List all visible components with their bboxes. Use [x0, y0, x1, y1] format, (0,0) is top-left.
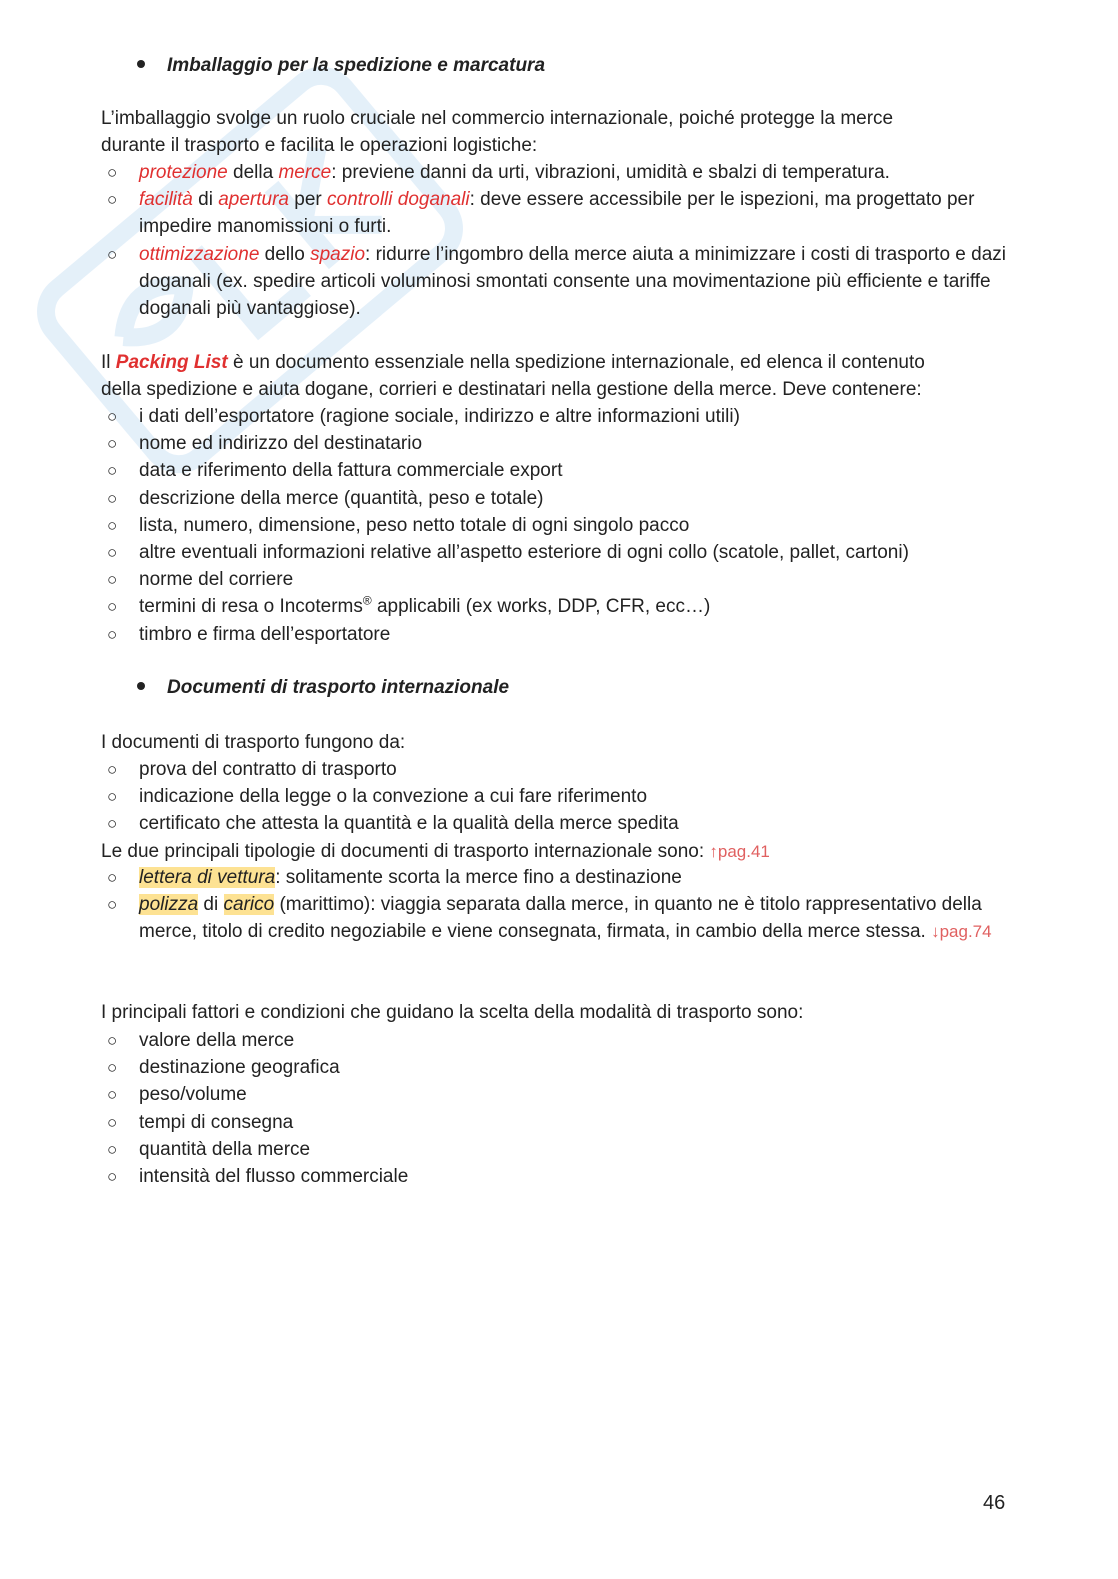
list-item: ○ descrizione della merce (quantità, peso e totale): [101, 485, 1021, 512]
list-item: ○ destinazione geografica: [101, 1054, 1021, 1081]
list-item: ○ lettera di vettura: solitamente scorta la merce fino a destinazione: [101, 864, 1021, 891]
imballaggio-intro: L’imballaggio svolge un ruolo cruciale nel commercio internazionale, poiché protegge la merce durante il trasporto e facilita le operazioni logistiche:: [101, 108, 894, 157]
list-item: ○ peso/volume: [101, 1081, 1021, 1108]
fattori-intro: I principali fattori e condizioni che guidano la scelta della modalità di trasporto sono:: [101, 1002, 804, 1023]
fattori-list: [101, 1027, 1021, 1190]
packing-list-items: [101, 403, 1021, 648]
list-item: ○ valore della merce: [101, 1027, 1021, 1054]
list-item: ○ lista, numero, dimensione, peso netto totale di ogni singolo pacco: [101, 512, 1021, 539]
packing-list-keyword: Packing List: [115, 352, 228, 373]
list-item: ○ quantità della merce: [101, 1136, 1021, 1163]
list-item: ○ norme del corriere: [101, 566, 1021, 593]
packing-list-intro: Il Packing List è un documento essenziale nella spedizione internazionale, ed elenca il contenuto della spedizione e aiuta dogane, corrieri e destinatari nella gestione della merce. Deve contenere:: [101, 352, 925, 401]
page-reference-link[interactable]: ↑pag.41: [709, 842, 770, 861]
list-item: ○ nome ed indirizzo del destinatario: [101, 430, 1021, 457]
page-number: 46: [983, 1492, 1006, 1514]
list-item: ○ polizza di carico (marittimo): viaggia separata dalla merce, in quanto ne è titolo rappresentativo della merce, titolo di credito negoziabile e viene consegnata, firmata, in cambio della merce stessa. ↓pag.74: [101, 891, 1021, 945]
section-heading-documenti: Documenti di trasporto internazionale: [137, 674, 509, 701]
list-item: ○ facilità di apertura per controlli doganali: deve essere accessibile per le ispezioni, ma progettato per impedire manomissioni o furti.: [101, 186, 1021, 240]
list-item: ○ data e riferimento della fattura commerciale export: [101, 457, 1021, 484]
documenti-intro: I documenti di trasporto fungono da:: [101, 732, 406, 753]
list-item: ○ termini di resa o Incoterms® applicabili (ex works, DDP, CFR, ecc…): [101, 593, 1021, 620]
list-item: ○ intensità del flusso commerciale: [101, 1163, 1021, 1190]
list-item: ○ altre eventuali informazioni relative all’aspetto esteriore di ogni collo (scatole, pallet, cartoni): [101, 539, 1021, 566]
tipologie-list: [101, 864, 1021, 946]
list-item: ○ i dati dell’esportatore (ragione sociale, indirizzo e altre informazioni utili): [101, 403, 1021, 430]
list-item: ○ indicazione della legge o la convezione a cui fare riferimento: [101, 783, 1021, 810]
bullet-icon: [137, 682, 145, 690]
list-item: ○ ottimizzazione dello spazio: ridurre l’ingombro della merce aiuta a minimizzare i costi di trasporto e dazi doganali (ex. spedire articoli voluminosi smontati consente una movimentazione più efficiente e tariffe doganali più vantaggiose).: [101, 241, 1021, 323]
section-heading-imballaggio: Imballaggio per la spedizione e marcatura: [137, 52, 545, 79]
list-item: ○ protezione della merce: previene danni da urti, vibrazioni, umidità e sbalzi di temperatura.: [101, 159, 1021, 186]
list-item: ○ timbro e firma dell’esportatore: [101, 621, 1021, 648]
list-item: ○ certificato che attesta la quantità e la qualità della merce spedita: [101, 810, 1021, 837]
bullet-icon: [137, 60, 145, 68]
tipologie-intro: Le due principali tipologie di documenti di trasporto internazionale sono: ↑pag.41: [101, 841, 770, 862]
list-item: ○ prova del contratto di trasporto: [101, 756, 1021, 783]
page-reference-link[interactable]: ↓pag.74: [931, 922, 992, 942]
list-item: ○ tempi di consegna: [101, 1109, 1021, 1136]
imballaggio-list: [101, 159, 1021, 322]
documenti-list: [101, 756, 1021, 838]
